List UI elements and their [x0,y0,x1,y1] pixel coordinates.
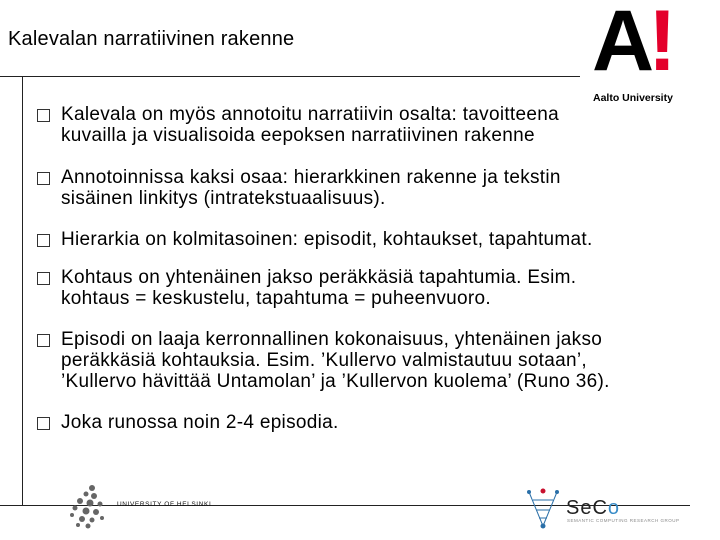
bullet-item [37,229,702,250]
bullet-line: Annotoinnissa kaksi osaa: hierarkkinen rakenne ja tekstin [61,167,561,188]
bullet-list [37,104,702,433]
bullet-item [37,329,702,392]
seco-wordmark [566,497,620,520]
seco-wordmark-part: C [592,497,608,519]
bullet-line: kuvailla ja visualisoida eepoksen narratiivinen rakenne [61,125,535,146]
header-rule [0,76,580,77]
aalto-logo-letter: A [592,0,655,89]
bullet-box-icon [37,417,50,430]
seco-subtitle: SEMANTIC COMPUTING RESEARCH GROUP [567,518,680,523]
bullet-item [37,412,702,433]
bullet-box-icon [37,234,50,247]
seco-logo-icon [525,486,565,532]
bullet-box-icon [37,109,50,122]
university-of-helsinki-logo-icon [60,484,116,530]
aalto-logo-mark: ! [648,0,677,89]
seco-wordmark-part: Se [566,497,593,519]
bullet-line: peräkkäsiä kohtauksia. Esim. ’Kullervo valmistautuu sotaan’, [61,350,587,371]
bullet-line: Joka runossa noin 2-4 episodia. [61,412,339,433]
seco-wordmark-part: o [607,497,621,519]
bullet-line: Kalevala on myös annotoitu narratiivin osalta: tavoitteena [61,104,559,125]
bullet-box-icon [37,172,50,185]
bullet-line: sisäinen linkitys (intratekstuaalisuus). [61,188,386,209]
left-rule [22,77,23,505]
bullet-line: Kohtaus on yhtenäinen jakso peräkkäsiä tapahtumia. Esim. [61,267,577,288]
bullet-box-icon [37,272,50,285]
bullet-item [37,267,702,309]
university-of-helsinki-label: UNIVERSITY OF HELSINKI [117,501,212,508]
bullet-item [37,104,702,146]
aalto-logo-caption: Aalto University [593,92,673,104]
page-title: Kalevalan narratiivinen rakenne [8,28,295,50]
bullet-line: Hierarkia on kolmitasoinen: episodit, kohtaukset, tapahtumat. [61,229,593,250]
bullet-box-icon [37,334,50,347]
bullet-line: ’Kullervo hävittää Untamolan’ ja ’Kullervon kuolema’ (Runo 36). [61,371,610,392]
bullet-line: kohtaus = keskustelu, tapahtuma = puheenvuoro. [61,288,491,309]
bullet-item [37,167,702,209]
bullet-line: Episodi on laaja kerronnallinen kokonaisuus, yhtenäinen jakso [61,329,603,350]
